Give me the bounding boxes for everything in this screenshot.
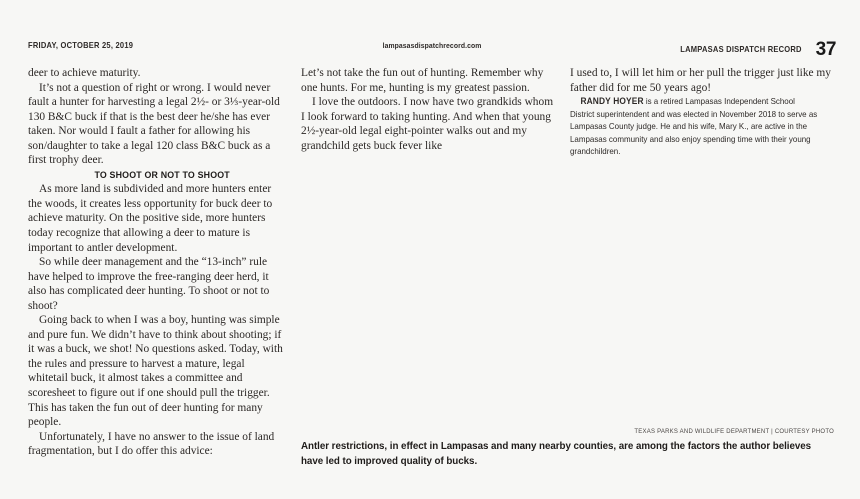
paragraph: Going back to when I was a boy, hunting was simple and pure fun. We didn’t have to think about shooting; if it was a buck, we shot! No questions asked. Today, with the rules and pressure to harvest a mature, legal whitetail buck, it almost takes a committee and scoresheet to figure out if one should pull the trigger. This has taken the fun out of deer hunting for many people. [28, 314, 283, 429]
paragraph: deer to achieve maturity. [28, 67, 141, 79]
author-bio-text: is a retired Lampasas Independent School District superintendent and was elected in November 2018 to serve as Lampasas County judge. He and his wife, Mary K., are active in the Lampasas community and also enjoy spending time with their young grandchildren. [570, 96, 818, 157]
section-subhead: TO SHOOT OR NOT TO SHOOT [94, 168, 230, 180]
paragraph: As more land is subdivided and more hunters enter the woods, it creates less opportunity for buck deer to achieve maturity. On the positive side, more hunters today recognize that allowing a deer to mature is important to antler development. [28, 183, 273, 254]
author-bio [570, 95, 821, 158]
article-column-2 [301, 66, 559, 153]
publication-name: LAMPASAS DISPATCH RECORD [679, 45, 802, 54]
website-url[interactable]: lampasasdispatchrecord.com [382, 41, 482, 50]
author-name: RANDY HOYER [580, 96, 644, 107]
photo-caption-block [301, 428, 834, 469]
paragraph: I used to, I will let him or her pull the trigger just like my father did for me 50 years ago! [570, 67, 831, 94]
paragraph: It’s not a question of right or wrong. I would never fault a hunter for harvesting a legal 2½- or 3⅓-year-old 130 B&C buck if that is the best deer he/she has ever taken. Nor would I fault a father for allowing his son/daughter to take a legal 120 class B&C buck as a first trophy deer. [28, 81, 280, 167]
page-header [28, 38, 836, 60]
dateline: FRIDAY, OCTOBER 25, 2019 [28, 41, 134, 50]
photo-credit: TEXAS PARKS AND WILDLIFE DEPARTMENT | COURTESY PHOTO [634, 428, 834, 435]
paragraph: Unfortunately, I have no answer to the issue of land fragmentation, but I do offer this advice: [28, 430, 275, 458]
header-right-group [675, 38, 836, 60]
photo-caption: Antler restrictions, in effect in Lampasas and many nearby counties, are among the factors the author believes have led to improved quality of bucks. [301, 441, 812, 467]
article-column-3 [570, 66, 834, 158]
page-number: 37 [815, 39, 836, 60]
article-column-1 [28, 66, 286, 459]
paragraph: Let’s not take the fun out of hunting. Remember why one hunts. For me, hunting is my greatest passion. [301, 67, 544, 94]
paragraph: I love the outdoors. I now have two grandkids whom I look forward to taking hunting. And when that young 2½-year-old legal eight-pointer walks out and my grandchild gets buck fever like [301, 96, 554, 152]
paragraph: So while deer management and the “13-inch” rule have helped to improve the free-ranging deer herd, it also has complicated deer hunting. To shoot or not to shoot? [28, 256, 270, 312]
